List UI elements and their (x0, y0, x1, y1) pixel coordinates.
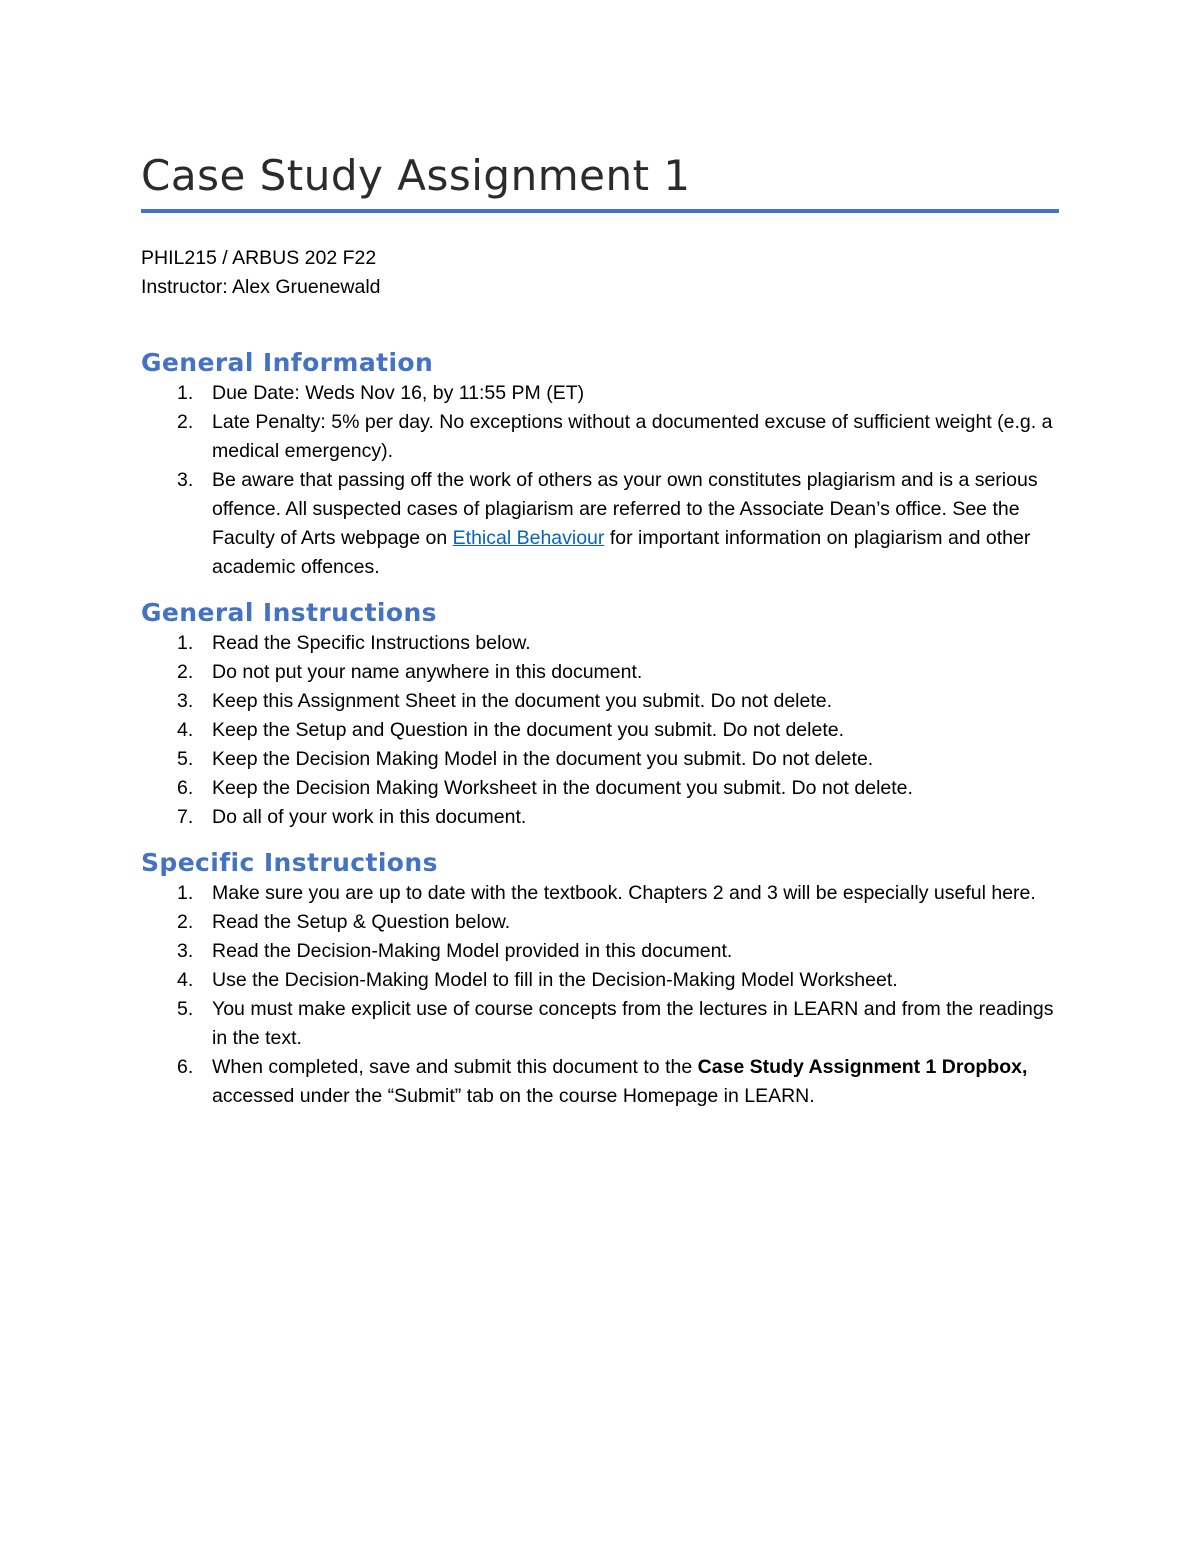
list-number: 3. (177, 940, 194, 962)
title-underline (141, 209, 1059, 213)
list-number: 5. (177, 748, 194, 770)
list-item-text: Late Penalty: 5% per day. No exceptions without a documented excuse of sufficient weight (e.g. a medical emergency). (212, 411, 1053, 462)
list-number: 4. (177, 969, 194, 991)
ethical-behaviour-link[interactable]: Ethical Behaviour (452, 527, 605, 549)
list-item-text: Keep the Setup and Question in the document you submit. Do not delete. (212, 719, 844, 741)
numbered-list (141, 879, 1061, 1111)
list-item-text: When completed, save and submit this document to the (212, 1056, 698, 1078)
list-item (141, 658, 1061, 687)
list-item-text: Read the Decision-Making Model provided in this document. (212, 940, 733, 962)
section-heading: General Instructions (141, 598, 437, 627)
section-general-information (141, 347, 1061, 582)
list-item-text: Do all of your work in this document. (212, 806, 527, 828)
list-number: 4. (177, 719, 194, 741)
list-item (141, 687, 1061, 716)
list-item (141, 937, 1061, 966)
list-item (141, 1053, 1061, 1111)
list-item-text: Be aware that passing off the work of others as your own constitutes plagiarism and is a serious offence. All suspected cases of plagiarism are referred to the Associate Dean’s office. See the Faculty of Arts webpage on (212, 469, 1038, 549)
list-item-text: Use the Decision-Making Model to fill in the Decision-Making Model Worksheet. (212, 969, 898, 991)
list-item-text: Read the Setup & Question below. (212, 911, 511, 933)
list-number: 5. (177, 998, 194, 1020)
list-item-text: accessed under the “Submit” tab on the course Homepage in LEARN. (212, 1085, 815, 1107)
dropbox-name: Case Study Assignment 1 Dropbox, (697, 1056, 1028, 1078)
list-number: 6. (177, 777, 194, 799)
list-item-text: Due Date: Weds Nov 16, by 11:55 PM (ET) (212, 382, 585, 404)
list-item (141, 466, 1061, 582)
list-item (141, 716, 1061, 745)
course-code: PHIL215 / ARBUS 202 F22 (141, 247, 377, 269)
list-number: 2. (177, 661, 194, 683)
list-item (141, 774, 1061, 803)
list-item (141, 995, 1061, 1053)
list-item-text: Do not put your name anywhere in this document. (212, 661, 643, 683)
course-info (141, 244, 381, 302)
list-number: 1. (177, 632, 194, 654)
list-item (141, 408, 1061, 466)
section-specific-instructions (141, 847, 1061, 1111)
numbered-list (141, 379, 1061, 582)
list-item-text: Read the Specific Instructions below. (212, 632, 531, 654)
list-item-text: Make sure you are up to date with the textbook. Chapters 2 and 3 will be especially useful here. (212, 882, 1036, 904)
list-item-text: Keep this Assignment Sheet in the document you submit. Do not delete. (212, 690, 833, 712)
section-heading: General Information (141, 348, 434, 377)
section-heading: Specific Instructions (141, 848, 438, 877)
list-number: 2. (177, 411, 194, 433)
list-item-text: You must make explicit use of course concepts from the lectures in LEARN and from the readings in the text. (212, 998, 1054, 1049)
list-number: 6. (177, 1056, 194, 1078)
list-item (141, 379, 1061, 408)
section-general-instructions (141, 597, 1061, 832)
list-item (141, 629, 1061, 658)
instructor-name: Instructor: Alex Gruenewald (141, 276, 381, 298)
list-item-text: Keep the Decision Making Worksheet in the document you submit. Do not delete. (212, 777, 913, 799)
numbered-list (141, 629, 1061, 832)
list-item (141, 879, 1061, 908)
list-item (141, 803, 1061, 832)
list-item-text: for important information on plagiarism and other academic offences. (212, 527, 1031, 578)
list-number: 3. (177, 690, 194, 712)
list-number: 7. (177, 806, 194, 828)
list-item (141, 908, 1061, 937)
list-number: 1. (177, 882, 194, 904)
list-item (141, 966, 1061, 995)
list-number: 2. (177, 911, 194, 933)
list-number: 1. (177, 382, 194, 404)
list-item (141, 745, 1061, 774)
list-number: 3. (177, 469, 194, 491)
page-title: Case Study Assignment 1 (141, 151, 691, 200)
list-item-text: Keep the Decision Making Model in the document you submit. Do not delete. (212, 748, 874, 770)
